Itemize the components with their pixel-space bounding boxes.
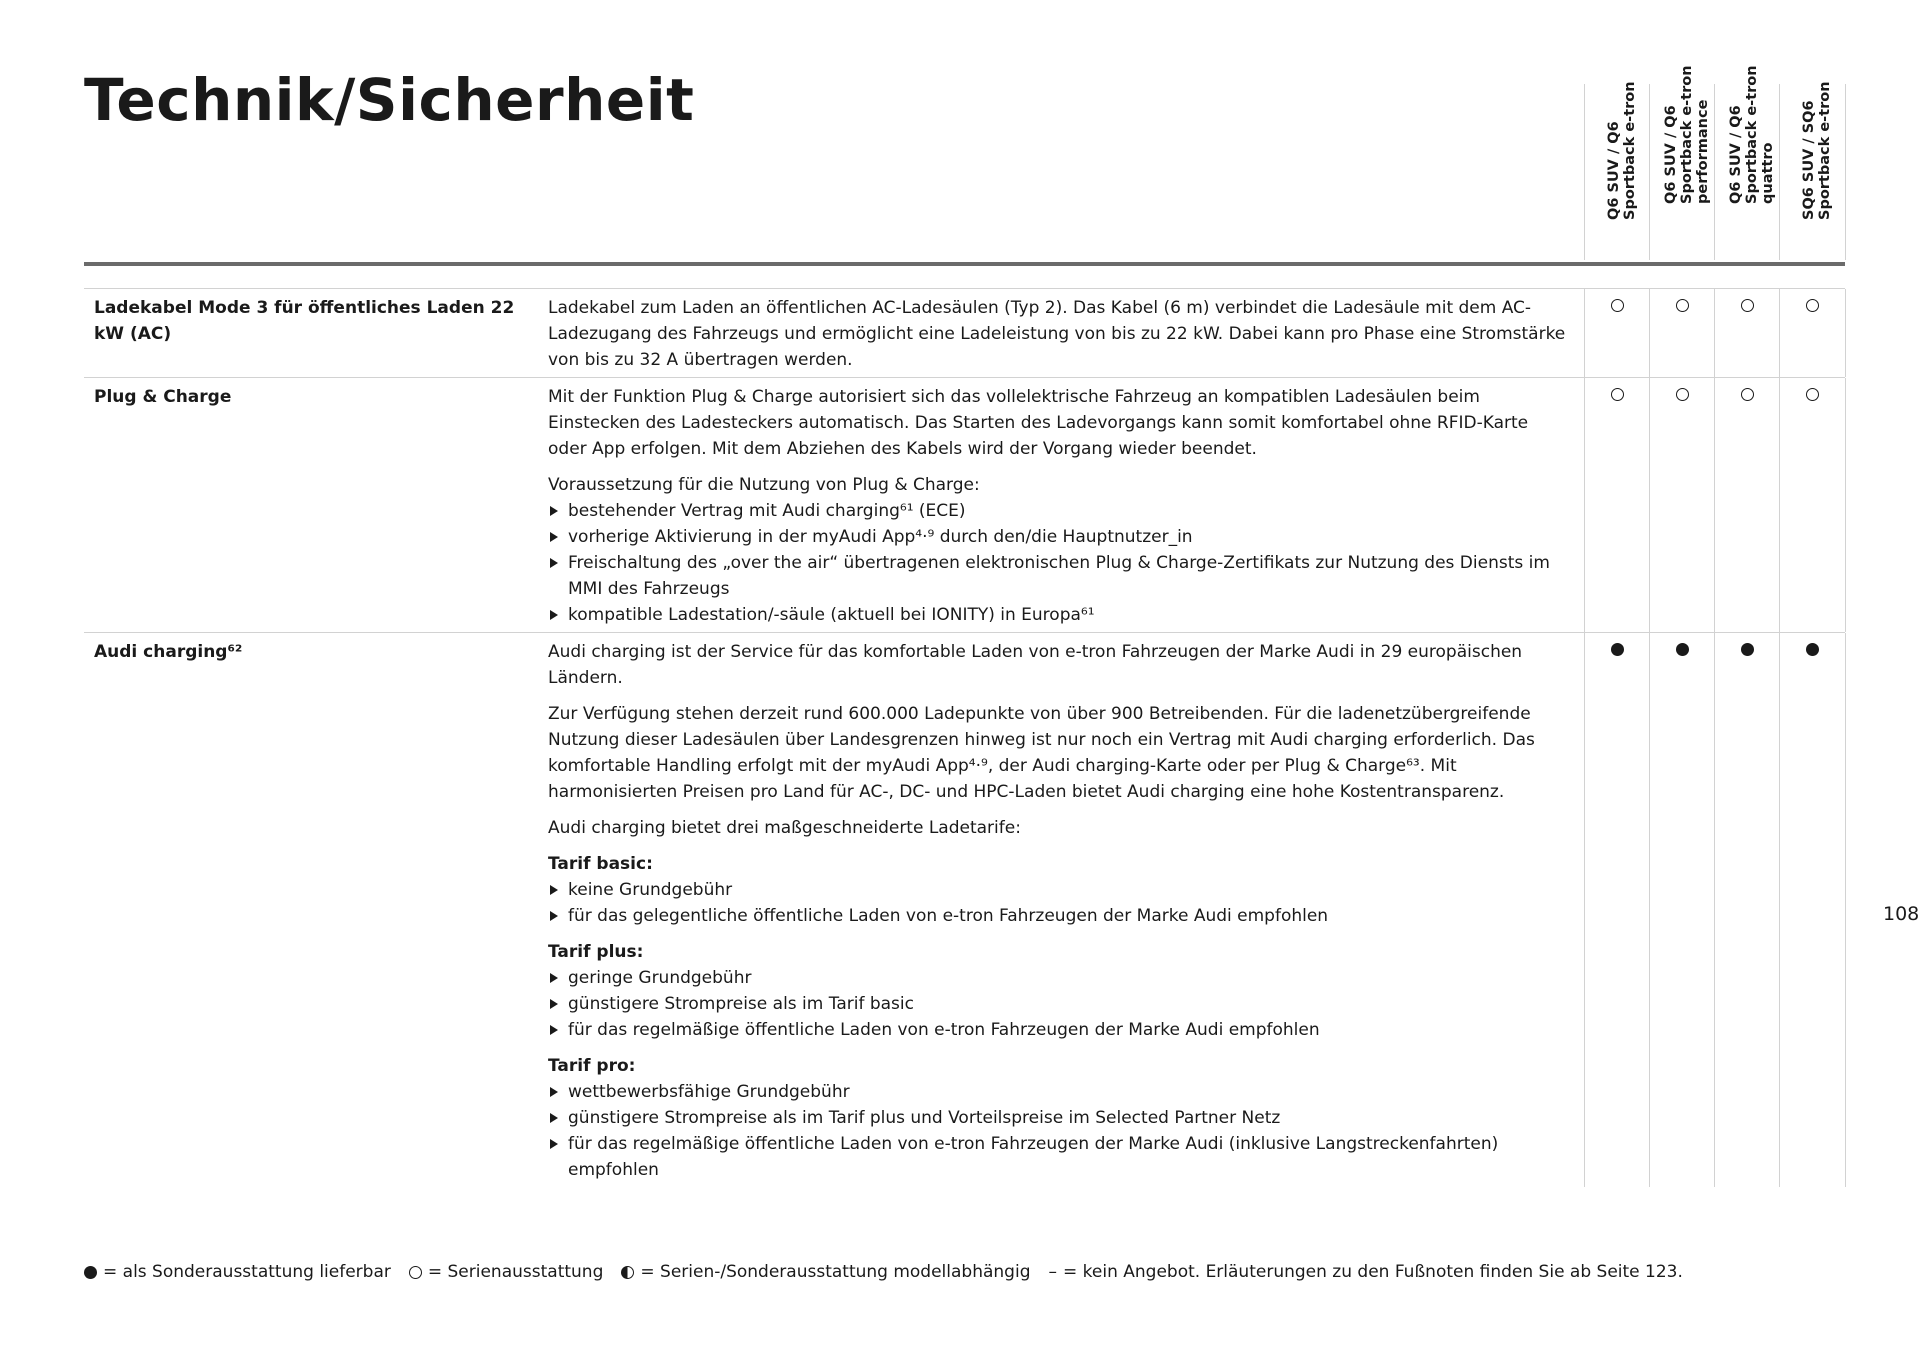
- list-item: geringe Grundgebühr: [548, 965, 1568, 991]
- cell: [1649, 378, 1715, 632]
- cell: [1649, 633, 1715, 1187]
- row-description: [548, 633, 1568, 1187]
- column-header-line: performance: [1694, 99, 1711, 204]
- cell: [1714, 633, 1780, 1187]
- page-number: 108: [1883, 903, 1920, 925]
- list-item: für das regelmäßige öffentliche Laden von e-tron Fahrzeugen der Marke Audi (inklusive Langstreckenfahrten) empfohlen: [548, 1131, 1568, 1183]
- description-paragraph: Audi charging ist der Service für das komfortable Laden von e-tron Fahrzeugen der Marke Audi in 29 europäischen Ländern.: [548, 642, 1523, 688]
- row-cells: [1584, 633, 1845, 1187]
- list-item: bestehender Vertrag mit Audi charging⁶¹ (ECE): [548, 498, 1568, 524]
- cell: [1584, 378, 1650, 632]
- half-circle-icon: [621, 1266, 634, 1279]
- bullet-list: [548, 965, 1568, 1043]
- legend-text: = als Sonderausstattung lieferbar: [103, 1262, 391, 1282]
- tariff-heading: Tarif plus:: [548, 942, 644, 962]
- page-title: Technik/Sicherheit: [84, 66, 695, 134]
- row-cells: [1584, 289, 1845, 377]
- bullet-list: [548, 498, 1568, 628]
- cell: [1584, 633, 1650, 1187]
- list-item: Freischaltung des „over the air“ übertragenen elektronischen Plug & Charge-Zertifikats zur Nutzung des Diensts im MMI des Fahrzeugs: [548, 550, 1568, 602]
- row-label: Plug & Charge: [94, 387, 232, 407]
- open-circle-icon: [409, 1266, 422, 1279]
- column-headers: [1584, 65, 1845, 260]
- standard-equipment-icon: [1611, 388, 1624, 401]
- legend-optional: [84, 1260, 391, 1284]
- optional-equipment-icon: [1806, 643, 1819, 656]
- tariff-heading: Tarif pro:: [548, 1056, 636, 1076]
- optional-equipment-icon: [1676, 643, 1689, 656]
- dash-icon: –: [1048, 1262, 1057, 1282]
- standard-equipment-icon: [1741, 388, 1754, 401]
- column-header-line: Q6 SUV / Q6: [1727, 105, 1744, 204]
- column-header-line: Sportback e-tron: [1621, 81, 1638, 220]
- equipment-table: [84, 288, 1845, 1187]
- row-description: [548, 378, 1568, 632]
- row-label: Audi charging⁶²: [94, 642, 243, 662]
- description-paragraph: Voraussetzung für die Nutzung von Plug & Charge:: [548, 475, 980, 495]
- row-description: [548, 289, 1568, 377]
- list-item: für das regelmäßige öffentliche Laden von e-tron Fahrzeugen der Marke Audi empfohlen: [548, 1017, 1568, 1043]
- standard-equipment-icon: [1611, 299, 1624, 312]
- cell: [1714, 378, 1780, 632]
- description-paragraph: Mit der Funktion Plug & Charge autorisiert sich das vollelektrische Fahrzeug an kompatiblen Ladesäulen beim Einstecken des Ladesteckers automatisch. Das Starten des Ladevorgangs kann somit komfortabel ohne RFID-Karte oder App erfolgen. Mit dem Abziehen des Kabels wird der Vorgang wieder beendet.: [548, 387, 1529, 459]
- legend: [84, 1260, 1701, 1284]
- row-label: Ladekabel Mode 3 für öffentliches Laden 22 kW (AC): [94, 298, 515, 344]
- list-item: für das gelegentliche öffentliche Laden von e-tron Fahrzeugen der Marke Audi empfohlen: [548, 903, 1568, 929]
- table-row-audi-charging: [84, 632, 1845, 1187]
- list-item: keine Grundgebühr: [548, 877, 1568, 903]
- column-header-line: SQ6 SUV / SQ6: [1800, 100, 1817, 220]
- column-header-q6-e-tron: [1584, 81, 1650, 260]
- description-paragraph: Audi charging bietet drei maßgeschneiderte Ladetarife:: [548, 818, 1021, 838]
- legend-text: = Serien-/Sonderausstattung modellabhängig: [640, 1262, 1031, 1282]
- standard-equipment-icon: [1741, 299, 1754, 312]
- legend-model-dependent: [621, 1260, 1030, 1284]
- description-paragraph: Zur Verfügung stehen derzeit rund 600.000 Ladepunkte von über 900 Betreibenden. Für die ladenetzübergreifende Nutzung dieser Ladesäulen über Landesgrenzen hinweg ist nur noch ein Vertrag mit Audi charging erforderlich. Das komfortable Handling erfolgt mit der myAudi App⁴·⁹, der Audi charging-Karte oder per Plug & Charge⁶³. Mit harmonisierten Preisen pro Land für AC-, DC- und HPC-Laden bietet Audi charging eine hohe Kostentransparenz.: [548, 704, 1535, 802]
- column-header-q6-e-tron-quattro: [1714, 65, 1780, 260]
- list-item: günstigere Strompreise als im Tarif plus und Vorteilspreise im Selected Partner Netz: [548, 1105, 1568, 1131]
- legend-text: = Serienausstattung: [427, 1262, 604, 1282]
- legend-none: [1049, 1260, 1683, 1284]
- standard-equipment-icon: [1676, 388, 1689, 401]
- cell: [1779, 378, 1846, 632]
- column-header-line: Q6 SUV / Q6: [1662, 105, 1679, 204]
- cell: [1584, 289, 1650, 377]
- cell: [1779, 633, 1846, 1187]
- column-header-line: Sportback e-tron: [1743, 65, 1760, 204]
- column-header-line: Sportback e-tron: [1678, 65, 1695, 204]
- list-item: günstigere Strompreise als im Tarif basic: [548, 991, 1568, 1017]
- legend-standard: [409, 1260, 604, 1284]
- description-paragraph: Ladekabel zum Laden an öffentlichen AC-Ladesäulen (Typ 2). Das Kabel (6 m) verbindet die Ladesäule mit dem AC-Ladezugang des Fahrzeugs und ermöglicht eine Ladeleistung von bis zu 22 kW. Dabei kann pro Phase eine Stromstärke von bis zu 32 A übertragen werden.: [548, 298, 1566, 370]
- column-header-line: quattro: [1759, 142, 1776, 204]
- optional-equipment-icon: [1611, 643, 1624, 656]
- table-row-ladekabel: [84, 288, 1845, 377]
- bullet-list: [548, 877, 1568, 929]
- list-item: vorherige Aktivierung in der myAudi App⁴·⁹ durch den/die Hauptnutzer_in: [548, 524, 1568, 550]
- list-item: kompatible Ladestation/-säule (aktuell bei IONITY) in Europa⁶¹: [548, 602, 1568, 628]
- column-header-q6-e-tron-performance: [1649, 65, 1715, 260]
- standard-equipment-icon: [1676, 299, 1689, 312]
- legend-text: = kein Angebot. Erläuterungen zu den Fußnoten finden Sie ab Seite 123.: [1063, 1262, 1683, 1282]
- row-cells: [1584, 378, 1845, 632]
- standard-equipment-icon: [1806, 299, 1819, 312]
- cell: [1714, 289, 1780, 377]
- header-divider: [84, 262, 1845, 266]
- list-item: wettbewerbsfähige Grundgebühr: [548, 1079, 1568, 1105]
- cell: [1779, 289, 1846, 377]
- column-header-sq6-e-tron: [1779, 81, 1846, 260]
- optional-equipment-icon: [1741, 643, 1754, 656]
- column-header-line: Sportback e-tron: [1816, 81, 1833, 220]
- filled-circle-icon: [84, 1266, 97, 1279]
- cell: [1649, 289, 1715, 377]
- column-header-line: Q6 SUV / Q6: [1605, 121, 1622, 220]
- bullet-list: [548, 1079, 1568, 1183]
- standard-equipment-icon: [1806, 388, 1819, 401]
- tariff-heading: Tarif basic:: [548, 854, 653, 874]
- table-row-plug-and-charge: [84, 377, 1845, 632]
